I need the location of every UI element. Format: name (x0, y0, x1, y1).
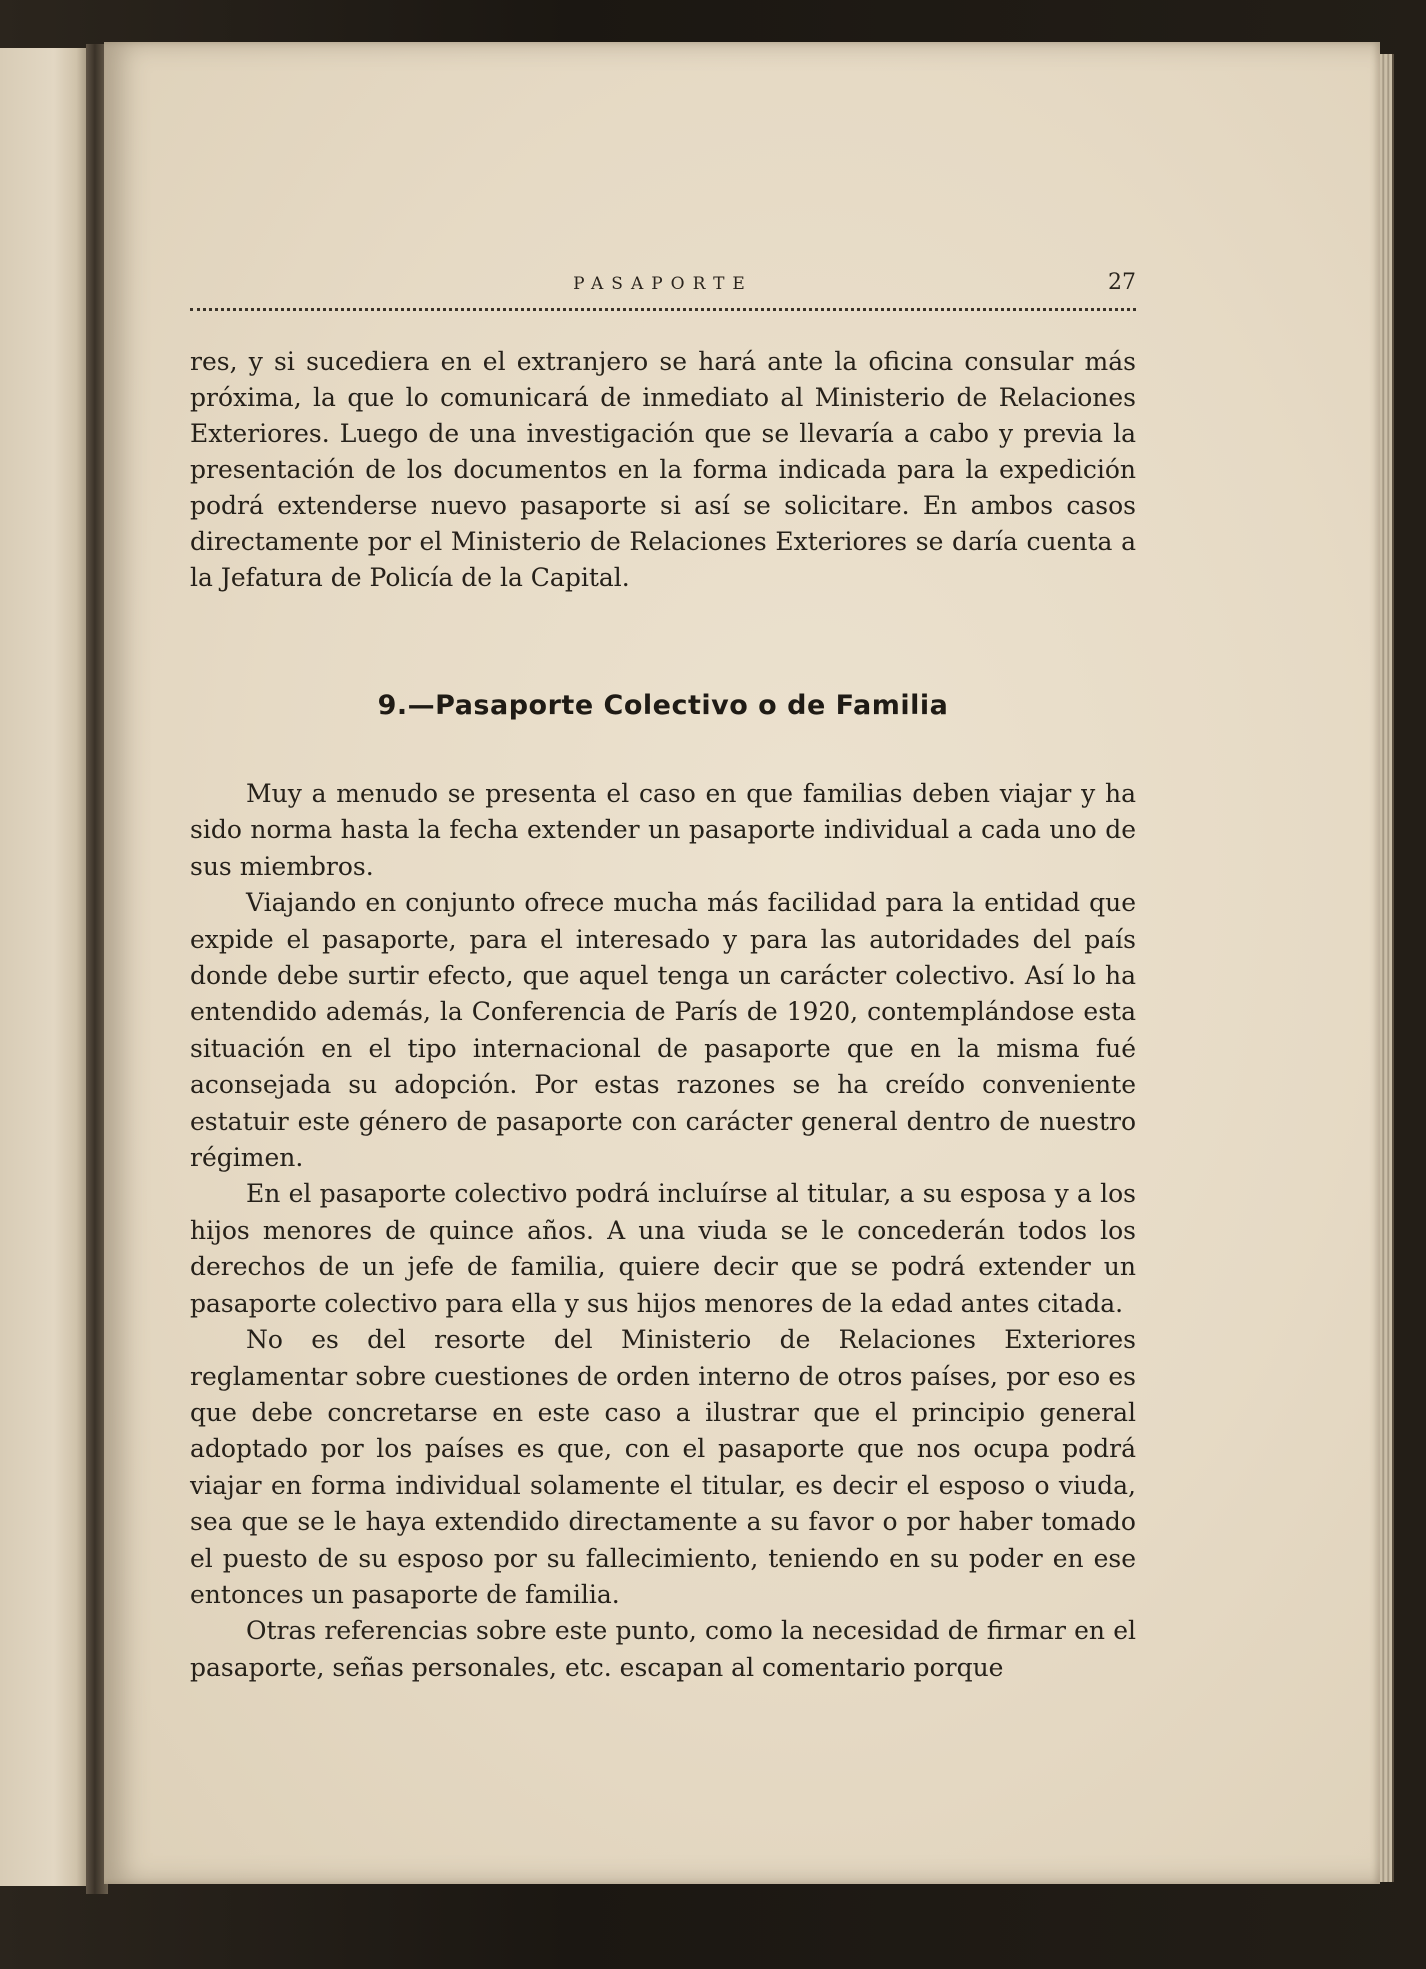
page-number: 27 (1108, 270, 1136, 295)
section-paragraph: Otras referencias sobre este punto, como la necesidad de firmar en el pasaporte, señas personales, etc. escapan al comentario porque (190, 1616, 1136, 1682)
section-heading: 9.—Pasaporte Colectivo o de Familia (377, 690, 949, 721)
section-paragraph: Muy a menudo se presenta el caso en que familias deben viajar y ha sido norma hasta la fecha extender un pasaporte individual a cada uno de sus miembros. (190, 779, 1136, 881)
section-paragraph: No es del resorte del Ministerio de Relaciones Exteriores reglamentar sobre cuestiones de orden interno de otros países, por eso es que debe concretarse en este caso a ilustrar que el principio general adoptado por los países es que, con el pasaporte que nos ocupa podrá viajar en forma individual solamente el titular, es decir el esposo o viuda, sea que se le haya extendido directamente a su favor o por haber tomado el puesto de su esposo por su fallecimiento, teniendo en su poder en ese entonces un pasaporte de familia. (190, 1325, 1136, 1609)
running-title: PASAPORTE (573, 274, 753, 294)
header-dotted-rule (190, 308, 1136, 311)
continuation-paragraph: res, y si sucediera en el extranjero se hará ante la oficina consular más próxima, la que lo comunicará de inmediato al Ministerio de Relaciones Exteriores. Luego de una investigación que se llevaría a cabo y previa la presentación de los documentos en la forma indicada para la expedición podrá extenderse nuevo pasaporte si así se solicitare. En ambos casos directamente por el Ministerio de Relaciones Exteriores se daría cuenta a la Jefatura de Policía de la Capital. (190, 347, 1136, 592)
section-paragraph: En el pasaporte colectivo podrá incluírse al titular, a su esposa y a los hijos menores de quince años. A una viuda se le concederán todos los derechos de un jefe de familia, quiere decir que se podrá extender un pasaporte colectivo para ella y sus hijos menores de la edad antes citada. (190, 1179, 1136, 1318)
previous-page-edge (0, 48, 92, 1886)
section-body (190, 776, 1136, 1686)
section-paragraph: Viajando en conjunto ofrece mucha más facilidad para la entidad que expide el pasaporte, para el interesado y para las autoridades del país donde debe surtir efecto, que aquel tenga un carácter colectivo. Así lo ha entendido además, la Conferencia de París de 1920, contemplándose esta situación en el tipo internacional de pasaporte que en la misma fué aconsejada su adopción. Por estas razones se ha creído conveniente estatuir este género de pasaporte con carácter general dentro de nuestro régimen. (190, 888, 1136, 1173)
continuation-text (190, 344, 1136, 596)
running-header (190, 268, 1136, 308)
